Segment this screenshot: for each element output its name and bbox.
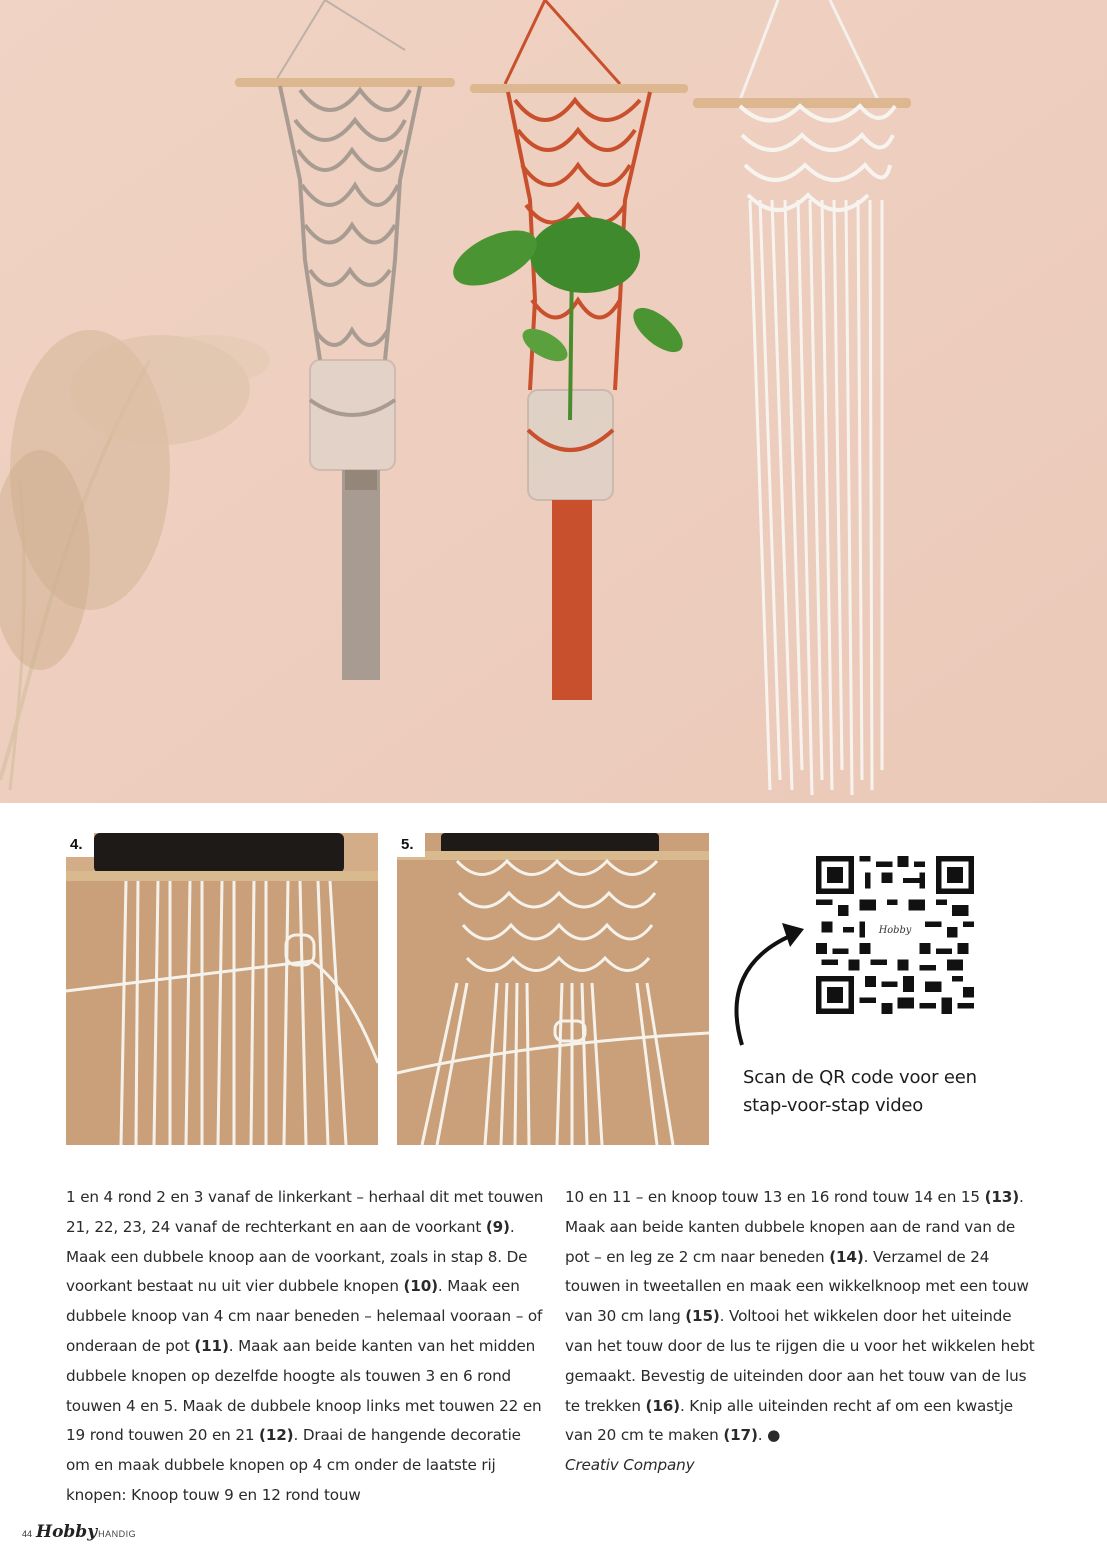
step-reference: (11) xyxy=(194,1336,229,1355)
magazine-logo: Hobby xyxy=(36,1522,98,1542)
step-reference: (12) xyxy=(259,1426,294,1445)
body-text: . Knip alle uiteinden recht af om een kwastje van 20 cm te maken xyxy=(565,1396,1013,1445)
step-5-photo xyxy=(397,833,709,1145)
step-reference: (14) xyxy=(829,1247,864,1266)
page-number: 44 xyxy=(22,1529,33,1539)
step-reference: (10) xyxy=(403,1277,438,1296)
step-reference: (16) xyxy=(645,1396,680,1415)
body-text: . Maak een dubbele knoop aan de voorkant, zoals in stap 8. De voorkant bestaat nu uit vier dubbele knopen xyxy=(66,1217,528,1296)
body-text: 10 en 11 – en knoop touw 13 en 16 rond touw 14 en 15 xyxy=(565,1188,985,1206)
body-text: . Voltooi het wikkelen door het uiteinde van het touw door de lus te rijgen die u voor het wikkelen hebt gemaakt. Bevestig de uiteinden door aan het touw van de lus te trekken xyxy=(565,1307,1035,1415)
body-text: . Verzamel de 24 touwen in tweetallen en maak een wikkelknoop met een touw van 30 cm lang xyxy=(565,1247,1029,1326)
qr-code[interactable] xyxy=(816,856,974,1014)
step-5-illustration xyxy=(397,833,709,1145)
magazine-logo-sub: HANDIG xyxy=(98,1529,137,1539)
step-4-photo xyxy=(66,833,378,1145)
body-text: . Maak aan beide kanten dubbele knopen aan de rand van de pot – en leg ze 2 cm naar beneden xyxy=(565,1188,1024,1266)
step-4-illustration xyxy=(66,833,378,1145)
end-mark: ● xyxy=(767,1426,781,1445)
curved-arrow-icon xyxy=(722,915,812,1050)
body-text: . Draai de hangende decoratie om en maak dubbele knopen op 4 cm onder de laatste rij knopen: Knoop touw 9 en 12 rond touw xyxy=(66,1426,521,1504)
article-column-left xyxy=(66,1183,544,1511)
body-text: . xyxy=(757,1426,768,1445)
page-footer xyxy=(22,1522,136,1544)
qr-center-label: Hobby xyxy=(878,924,912,936)
credit: Creativ Company xyxy=(565,1456,695,1475)
step-reference: (9) xyxy=(485,1217,510,1236)
body-text: 1 en 4 rond 2 en 3 vanaf de linkerkant – herhaal dit met touwen 21, 22, 23, 24 vanaf de rechterkant en aan de voorkant xyxy=(66,1188,544,1236)
body-text: . Maak aan beide kanten van het midden dubbele knopen op dezelfde hoogte als touwen 3 en 6 rond touwen 4 en 5. Maak de dubbele knoop links met touwen 22 en 19 rond touwen 20 en 21 xyxy=(66,1336,542,1445)
step-4-label: 4. xyxy=(66,833,94,857)
step-reference: (15) xyxy=(685,1307,720,1326)
step-reference: (17) xyxy=(723,1426,758,1445)
article-column-right xyxy=(565,1183,1043,1481)
credit-line xyxy=(565,1451,1043,1481)
step-5-label: 5. xyxy=(397,833,425,857)
step-reference: (13) xyxy=(984,1188,1020,1206)
qr-caption: Scan de QR code voor een stap-voor-stap video xyxy=(743,1067,977,1116)
body-text: . Maak een dubbele knoop van 4 cm naar beneden – helemaal vooraan – of onderaan de pot xyxy=(66,1277,543,1355)
